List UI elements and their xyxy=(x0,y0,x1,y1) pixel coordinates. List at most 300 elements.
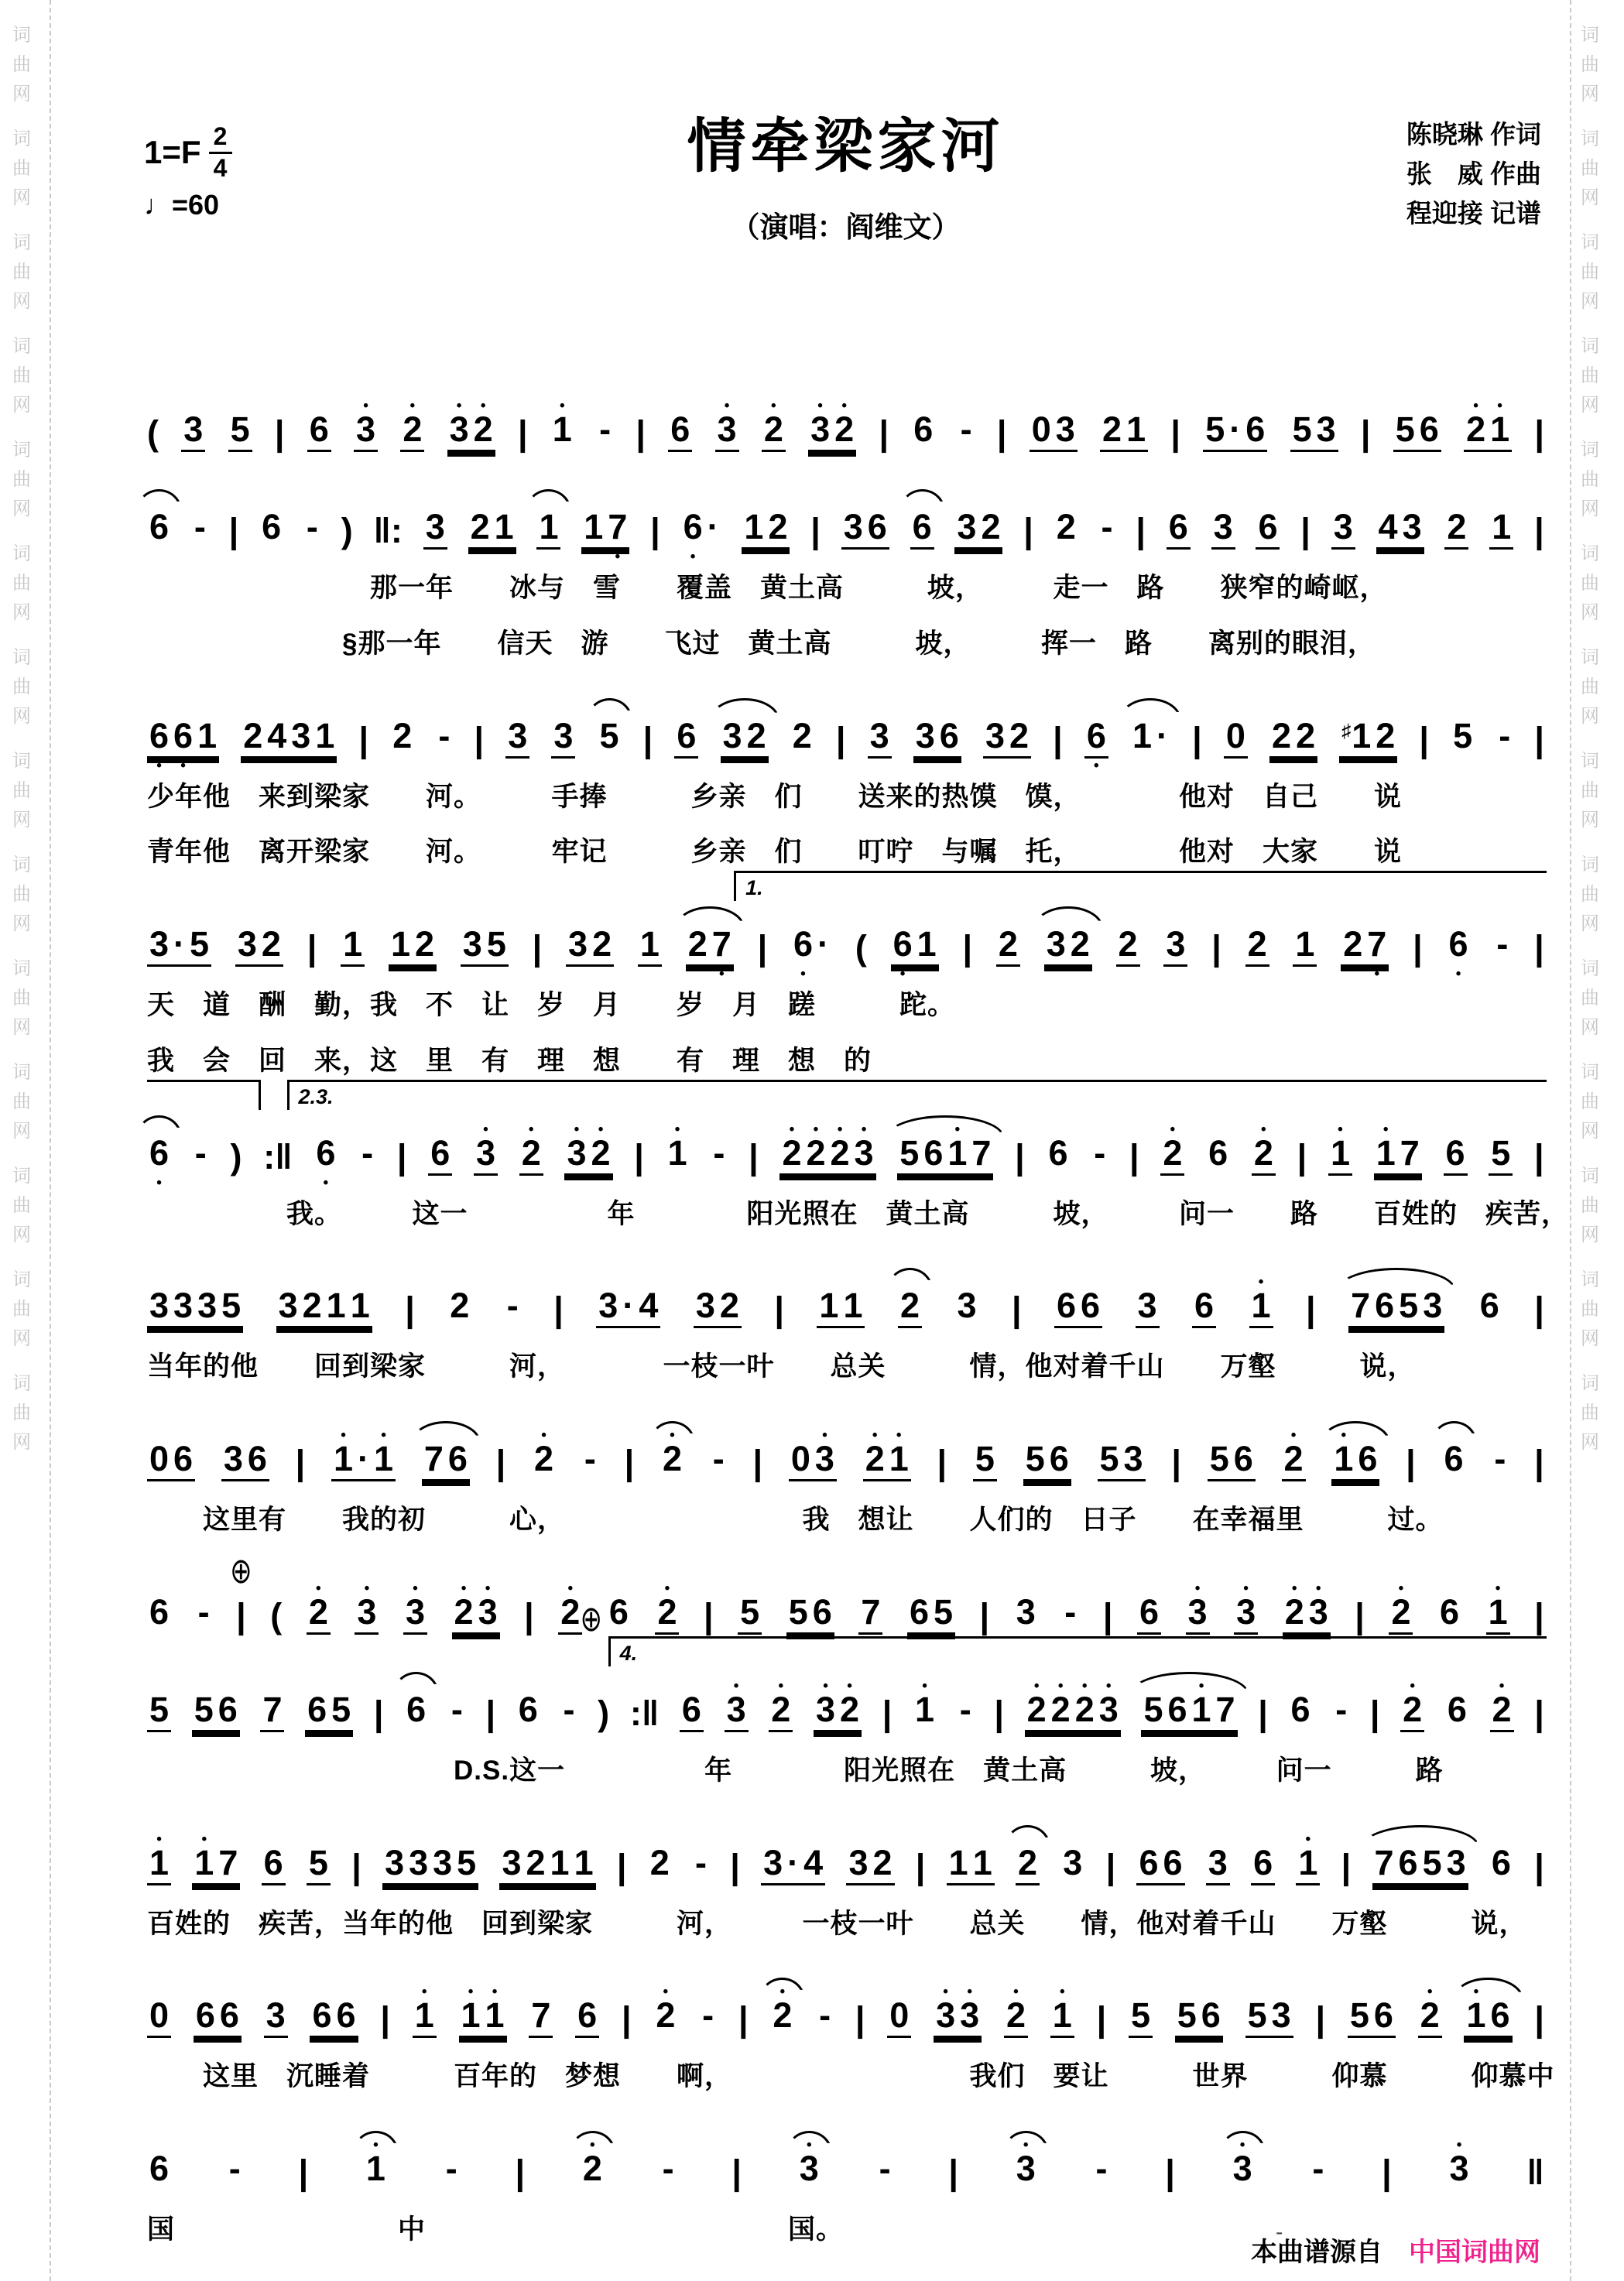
barline: | xyxy=(1192,719,1202,759)
music-note xyxy=(390,715,414,759)
watermark-char: 曲 xyxy=(1581,469,1599,490)
music-system xyxy=(147,1399,1544,1537)
music-note xyxy=(1175,1995,1223,2038)
note-digit: 1 xyxy=(639,924,660,964)
note-digit: 7 xyxy=(262,1689,283,1729)
music-note xyxy=(1234,1591,1258,1635)
dash-extension: - xyxy=(879,2149,891,2188)
tempo-marking: ♩=60 xyxy=(144,189,220,221)
note-digit: 6 xyxy=(1194,1286,1215,1326)
note-digit: 2 xyxy=(1247,924,1267,964)
music-note xyxy=(519,1132,543,1176)
watermark-text xyxy=(5,545,59,622)
note-digit: • 1 xyxy=(1249,1288,1273,1323)
note-digit: 5 xyxy=(1399,1286,1419,1326)
music-note xyxy=(1333,1689,1349,1732)
note-digit: 5 xyxy=(1395,409,1415,449)
music-row xyxy=(147,1399,1544,1481)
watermark-char: 曲 xyxy=(1581,573,1599,594)
music-note xyxy=(147,1591,171,1635)
note-digit: 6 xyxy=(309,409,329,449)
dash-extension: - xyxy=(712,1439,725,1478)
note-digit: 6 xyxy=(1479,1286,1499,1326)
music-note xyxy=(660,2151,677,2191)
music-note xyxy=(891,926,939,967)
music-note xyxy=(1400,1689,1424,1732)
music-row xyxy=(147,1803,1544,1885)
music-note xyxy=(499,1842,595,1885)
note-digit: 6 xyxy=(1048,1132,1068,1173)
music-note xyxy=(954,1288,978,1328)
music-note xyxy=(887,1995,911,2038)
barline: | xyxy=(616,1846,627,1886)
note-digit: 6 xyxy=(262,507,282,546)
music-note xyxy=(147,1441,195,1481)
music-note xyxy=(1130,715,1170,759)
music-note xyxy=(1099,509,1115,550)
watermark-char: 曲 xyxy=(12,573,31,594)
watermark-text xyxy=(5,234,59,311)
music-note xyxy=(1167,509,1191,550)
dash-extension: - xyxy=(1335,1689,1348,1729)
note-digit: 6 xyxy=(1139,1591,1159,1632)
music-note xyxy=(1445,1689,1469,1732)
barline: | xyxy=(1534,1595,1544,1635)
music-note xyxy=(786,1591,834,1635)
music-note xyxy=(725,1689,749,1732)
music-note xyxy=(428,1132,452,1176)
barline: | xyxy=(879,413,889,453)
watermark-char: 网 xyxy=(1581,84,1599,104)
music-note xyxy=(558,1591,582,1635)
music-note xyxy=(468,509,516,550)
note-digit: • 2 xyxy=(769,1692,793,1727)
note-digit: • 2 xyxy=(863,1441,887,1476)
music-note xyxy=(241,715,337,759)
music-note xyxy=(444,2151,460,2191)
music-note xyxy=(858,1591,882,1635)
note-digit: 7 • xyxy=(605,509,629,544)
barline: | xyxy=(1211,928,1221,968)
note-digit: 6 xyxy=(608,1591,629,1632)
credits-block xyxy=(1406,115,1541,233)
note-digit: 1 xyxy=(916,924,937,964)
note-digit: • 3 xyxy=(1448,2151,1472,2186)
watermark-char: 词 xyxy=(12,543,31,564)
watermark-char: 曲 xyxy=(1581,1403,1599,1423)
barline: | xyxy=(307,928,317,968)
music-note xyxy=(1046,1132,1070,1176)
music-note xyxy=(474,1132,498,1176)
watermark-char: 曲 xyxy=(1581,780,1599,801)
music-note xyxy=(1489,509,1513,550)
note-digit: • 2 xyxy=(828,1135,852,1170)
note-digit: 0 xyxy=(149,1995,170,2036)
note-digit: • 1 xyxy=(1190,1692,1214,1727)
music-note xyxy=(196,1591,212,1635)
note-digit: 6 xyxy=(1201,1995,1221,2036)
barline: | xyxy=(358,719,369,759)
watermark-text xyxy=(5,1063,59,1141)
note-digit: 3 xyxy=(173,1286,194,1326)
music-note xyxy=(1136,1288,1160,1328)
note-digit: 3 xyxy=(1446,1842,1466,1882)
note-digit: 6 • xyxy=(681,509,705,544)
note-digit: • 2 xyxy=(581,2151,605,2186)
note-digit: 2 xyxy=(526,1842,546,1882)
barline: | xyxy=(835,719,846,759)
music-note xyxy=(1376,509,1424,550)
music-note xyxy=(913,715,961,759)
note-digit: 0 xyxy=(790,1439,810,1478)
note-digit: 6 xyxy=(1373,1995,1393,2036)
watermark-char: 网 xyxy=(12,1432,31,1453)
note-digit: 3 xyxy=(553,715,574,755)
music-note xyxy=(779,1132,875,1176)
music-note xyxy=(1030,409,1078,452)
music-note xyxy=(147,1842,171,1885)
barline: | xyxy=(642,719,653,759)
watermark-text xyxy=(1568,441,1622,519)
note-digit: 3 xyxy=(291,715,311,755)
volta-label: 4. xyxy=(619,1641,638,1665)
watermark-column-left xyxy=(5,0,59,2281)
score-body xyxy=(147,370,1570,2247)
note-digit: 4 xyxy=(639,1286,659,1326)
music-note xyxy=(681,509,721,550)
note-digit: 5 xyxy=(1099,1439,1119,1478)
barline: | xyxy=(524,1595,534,1635)
barline: | xyxy=(517,413,528,453)
note-digit: • 1 xyxy=(1296,1845,1320,1880)
note-digit: 1 xyxy=(550,1842,570,1882)
music-note xyxy=(1442,1441,1466,1481)
note-digit: • 2 xyxy=(803,1135,827,1170)
note-digit: 6 xyxy=(909,1591,929,1632)
watermark-char: 网 xyxy=(1581,810,1599,831)
music-note xyxy=(655,1591,679,1635)
note-digit: 6 • xyxy=(1084,718,1108,753)
music-note xyxy=(1328,1132,1352,1176)
note-digit: 6 xyxy=(939,715,959,755)
music-note xyxy=(973,1441,997,1481)
note-digit: 6 xyxy=(263,1842,283,1882)
volta-bracket xyxy=(608,1636,1547,1666)
note-digit: 6 xyxy=(219,1995,239,2036)
watermark-char: 曲 xyxy=(12,469,31,490)
music-note xyxy=(307,409,331,452)
note-digit: 5 xyxy=(1292,409,1312,449)
music-note xyxy=(452,1591,500,1635)
music-note xyxy=(403,1591,427,1635)
watermark-char: 网 xyxy=(1581,291,1599,312)
music-note xyxy=(1478,1288,1502,1328)
lyric-line: §那一年 信天 游 飞过 黄土高 坡， 挥一 路 离别的眼泪， xyxy=(147,628,1376,659)
note-digit: • 2 xyxy=(452,1594,476,1629)
note-digit: • 2 xyxy=(1073,1692,1097,1727)
dash-extension: - xyxy=(1101,507,1113,546)
note-digit: 1 xyxy=(390,924,410,964)
barline: | xyxy=(532,928,543,968)
note-digit: 6 xyxy=(518,1689,538,1729)
music-note xyxy=(1014,2151,1038,2191)
watermark-char: 词 xyxy=(1581,128,1599,149)
note-digit: 1 xyxy=(197,715,218,755)
barline: | xyxy=(351,1846,361,1886)
barline: | xyxy=(624,1443,635,1482)
music-note xyxy=(581,509,629,550)
note-digit: 5 xyxy=(230,409,250,449)
watermark-char: 曲 xyxy=(1581,1299,1599,1320)
note-digit: 7 xyxy=(1351,1286,1371,1326)
music-note xyxy=(575,1995,599,2038)
watermark-char: 网 xyxy=(1581,706,1599,727)
music-note xyxy=(1252,1132,1276,1176)
music-note xyxy=(700,1995,716,2038)
note-digit: 5 xyxy=(221,1286,242,1326)
note-digit: 6 xyxy=(1167,1689,1187,1729)
barline: | xyxy=(515,2153,526,2192)
music-note xyxy=(680,1689,704,1732)
note-digit: 2 xyxy=(1070,924,1090,964)
augmentation-dot: · xyxy=(358,1439,370,1478)
dash-extension: - xyxy=(695,1842,708,1882)
barline: | xyxy=(1369,1693,1380,1733)
volta-bracket xyxy=(147,1080,261,1110)
music-note xyxy=(532,1441,556,1481)
barline: | xyxy=(1341,1846,1352,1886)
note-digit: 6 xyxy=(149,507,170,546)
music-note xyxy=(1289,1689,1313,1732)
barline: ‖: xyxy=(373,511,403,550)
note-digit: • 1 xyxy=(413,1998,437,2033)
dash-extension: - xyxy=(197,1591,210,1632)
watermark-text xyxy=(5,649,59,726)
key-signature: 1=F xyxy=(144,134,201,171)
note-digit: 1 xyxy=(1295,924,1315,964)
note-digit: 2 xyxy=(792,715,812,755)
watermark-char: 词 xyxy=(12,647,31,668)
music-note xyxy=(192,509,208,550)
note-digit: • 3 xyxy=(725,1692,749,1727)
lyric-line: 我。 这一 年 阳光照在 黄土高 坡， 问一 路 百姓的 疾苦， xyxy=(147,1198,1570,1229)
watermark-char: 曲 xyxy=(1581,1195,1599,1216)
note-digit: 6 xyxy=(1208,1132,1228,1173)
note-digit: 2 xyxy=(592,924,612,964)
music-note xyxy=(1418,1995,1442,2038)
music-note xyxy=(1023,1441,1071,1481)
music-note xyxy=(1054,1288,1102,1328)
note-digit: 5 xyxy=(975,1439,995,1478)
music-note xyxy=(1025,1689,1121,1732)
music-note xyxy=(789,1441,837,1481)
barline: ) xyxy=(230,1136,242,1176)
music-note xyxy=(1486,1591,1510,1635)
note-digit: 2 xyxy=(687,924,708,964)
note-digit: 6 xyxy=(218,1689,238,1729)
barline: | xyxy=(810,511,821,550)
barline: | xyxy=(298,2153,309,2192)
lyric-line: 少年他 来到梁家 河。 手捧 乡亲 们 送来的热馍 馍， 他对 自己 说 xyxy=(147,781,1403,812)
watermark-char: 网 xyxy=(12,706,31,727)
note-digit: 6 xyxy=(670,409,690,449)
music-note xyxy=(1206,1132,1230,1176)
note-digit: 3 xyxy=(502,1842,522,1882)
note-digit: • 1 xyxy=(1328,1135,1352,1170)
watermark-char: 曲 xyxy=(12,262,31,283)
note-digit: • 1 xyxy=(887,1441,911,1476)
watermark-char: 曲 xyxy=(1581,884,1599,905)
note-digit: 0 xyxy=(889,1995,910,2036)
note-digit: 7 • xyxy=(710,926,734,961)
barline: | xyxy=(1258,1693,1268,1733)
music-note xyxy=(1004,1995,1028,2038)
watermark-char: 网 xyxy=(1581,1328,1599,1349)
music-note xyxy=(147,2151,171,2191)
note-digit: • 3 xyxy=(354,412,378,447)
barline: ‖ xyxy=(1526,2153,1544,2192)
music-note xyxy=(1245,1995,1293,2038)
note-digit: 6 xyxy=(577,1995,598,2036)
lyric-line: 国 中 国。 xyxy=(147,2214,845,2245)
note-digit: • 3 xyxy=(1014,2151,1038,2186)
barline: ) xyxy=(598,1693,610,1733)
music-note xyxy=(147,926,211,967)
note-digit: 2 xyxy=(261,924,281,964)
barline: | xyxy=(396,1136,407,1176)
barline: | xyxy=(731,2153,742,2192)
music-note xyxy=(638,926,662,967)
note-digit: 1 xyxy=(574,1842,594,1882)
music-note xyxy=(581,2151,605,2191)
barline: | xyxy=(882,1693,893,1733)
watermark-char: 词 xyxy=(1581,751,1599,772)
note-digit: 4 xyxy=(1378,507,1398,546)
watermark-text xyxy=(5,960,59,1037)
music-note xyxy=(1464,1995,1512,2038)
watermark-char: 词 xyxy=(1581,25,1599,46)
music-note xyxy=(711,1441,727,1481)
music-note xyxy=(228,409,252,452)
music-note xyxy=(1489,1842,1513,1885)
watermark-text xyxy=(1568,856,1622,933)
coda-barline: ⊕ | xyxy=(236,1598,246,1633)
note-digit: 1 xyxy=(343,924,363,964)
music-note xyxy=(958,1689,974,1732)
music-note xyxy=(1249,1288,1273,1328)
note-digit: 7 xyxy=(218,1842,238,1882)
note-digit: 6 xyxy=(1245,409,1266,449)
music-note xyxy=(560,1689,577,1732)
augmentation-dot: · xyxy=(787,1842,800,1882)
note-digit: 6 xyxy=(247,1439,267,1478)
watermark-char: 网 xyxy=(1581,1017,1599,1038)
watermark-char: 词 xyxy=(1581,958,1599,979)
volta-bracket xyxy=(287,1080,1547,1110)
music-note xyxy=(260,1689,284,1732)
note-digit: 6 xyxy=(1168,507,1188,546)
barline: | xyxy=(1300,511,1311,550)
dash-extension: - xyxy=(819,1995,831,2036)
note-digit: • 1 xyxy=(331,1441,355,1476)
music-note xyxy=(597,409,613,452)
note-digit: • 3 xyxy=(814,1692,838,1727)
barline: | xyxy=(1170,413,1180,453)
note-digit: • 3 xyxy=(1234,1594,1258,1629)
barline: | xyxy=(757,928,768,968)
note-digit: • 3 xyxy=(355,1594,379,1629)
note-digit: 2 xyxy=(1118,924,1138,964)
watermark-text xyxy=(1568,130,1622,207)
music-note xyxy=(221,1441,269,1481)
note-digit: • 2 xyxy=(1160,1135,1184,1170)
note-digit: • 2 xyxy=(653,1998,677,2033)
note-digit: 3 xyxy=(1055,409,1075,449)
note-digit: • 3 xyxy=(813,1441,837,1476)
note-digit: • 1 xyxy=(1488,412,1512,447)
barline: | xyxy=(1534,1136,1544,1176)
music-row xyxy=(147,676,1544,759)
note-digit: 6 xyxy=(1440,1591,1460,1632)
note-digit: 3 xyxy=(508,715,528,755)
augmentation-dot: · xyxy=(1229,409,1242,449)
music-note xyxy=(516,1689,540,1732)
watermark-char: 网 xyxy=(12,1121,31,1142)
music-note xyxy=(666,1132,690,1176)
lyric-line: 百姓的 疾苦，当年的他 回到梁家 河， 一枝一叶 总关 情，他对着千山 万壑 说， xyxy=(147,1908,1527,1939)
note-digit: 5 xyxy=(190,924,210,964)
barline: | xyxy=(915,1846,926,1886)
barline: | xyxy=(1406,1443,1416,1482)
note-digit: 6 • xyxy=(171,718,195,753)
watermark-char: 曲 xyxy=(1581,54,1599,75)
note-digit: • 2 xyxy=(471,412,495,447)
note-digit: 3 xyxy=(1213,507,1233,546)
note-digit: 5 xyxy=(1247,1995,1267,2036)
music-note xyxy=(1091,1132,1108,1176)
watermark-text xyxy=(5,1271,59,1348)
music-note xyxy=(307,1591,331,1635)
dash-extension: - xyxy=(506,1286,519,1326)
barline: | xyxy=(1534,719,1544,759)
watermark-char: 曲 xyxy=(12,988,31,1009)
watermark-char: 曲 xyxy=(12,1091,31,1112)
dash-extension: - xyxy=(563,1689,575,1729)
note-digit: 1 xyxy=(326,1286,346,1326)
music-note xyxy=(147,1132,171,1176)
watermark-char: 曲 xyxy=(12,884,31,905)
music-note xyxy=(389,926,437,967)
note-digit: • 3 xyxy=(1186,1594,1210,1629)
music-note xyxy=(791,926,831,967)
music-note xyxy=(1054,509,1078,550)
watermark-text xyxy=(5,752,59,830)
watermark-text xyxy=(5,856,59,933)
music-note xyxy=(738,1591,762,1635)
watermark-text xyxy=(1568,649,1622,726)
note-digit: 6 xyxy=(677,715,697,755)
dash-extension: - xyxy=(960,409,972,449)
barline: | xyxy=(650,511,660,550)
watermark-text xyxy=(5,26,59,104)
music-note xyxy=(596,1288,660,1328)
watermark-char: 词 xyxy=(1581,232,1599,253)
music-note xyxy=(1447,926,1471,967)
note-digit: • 2 xyxy=(832,412,856,447)
watermark-char: 词 xyxy=(1581,543,1599,564)
note-digit: • 3 xyxy=(1231,2151,1255,2186)
barline: | xyxy=(1413,928,1423,968)
